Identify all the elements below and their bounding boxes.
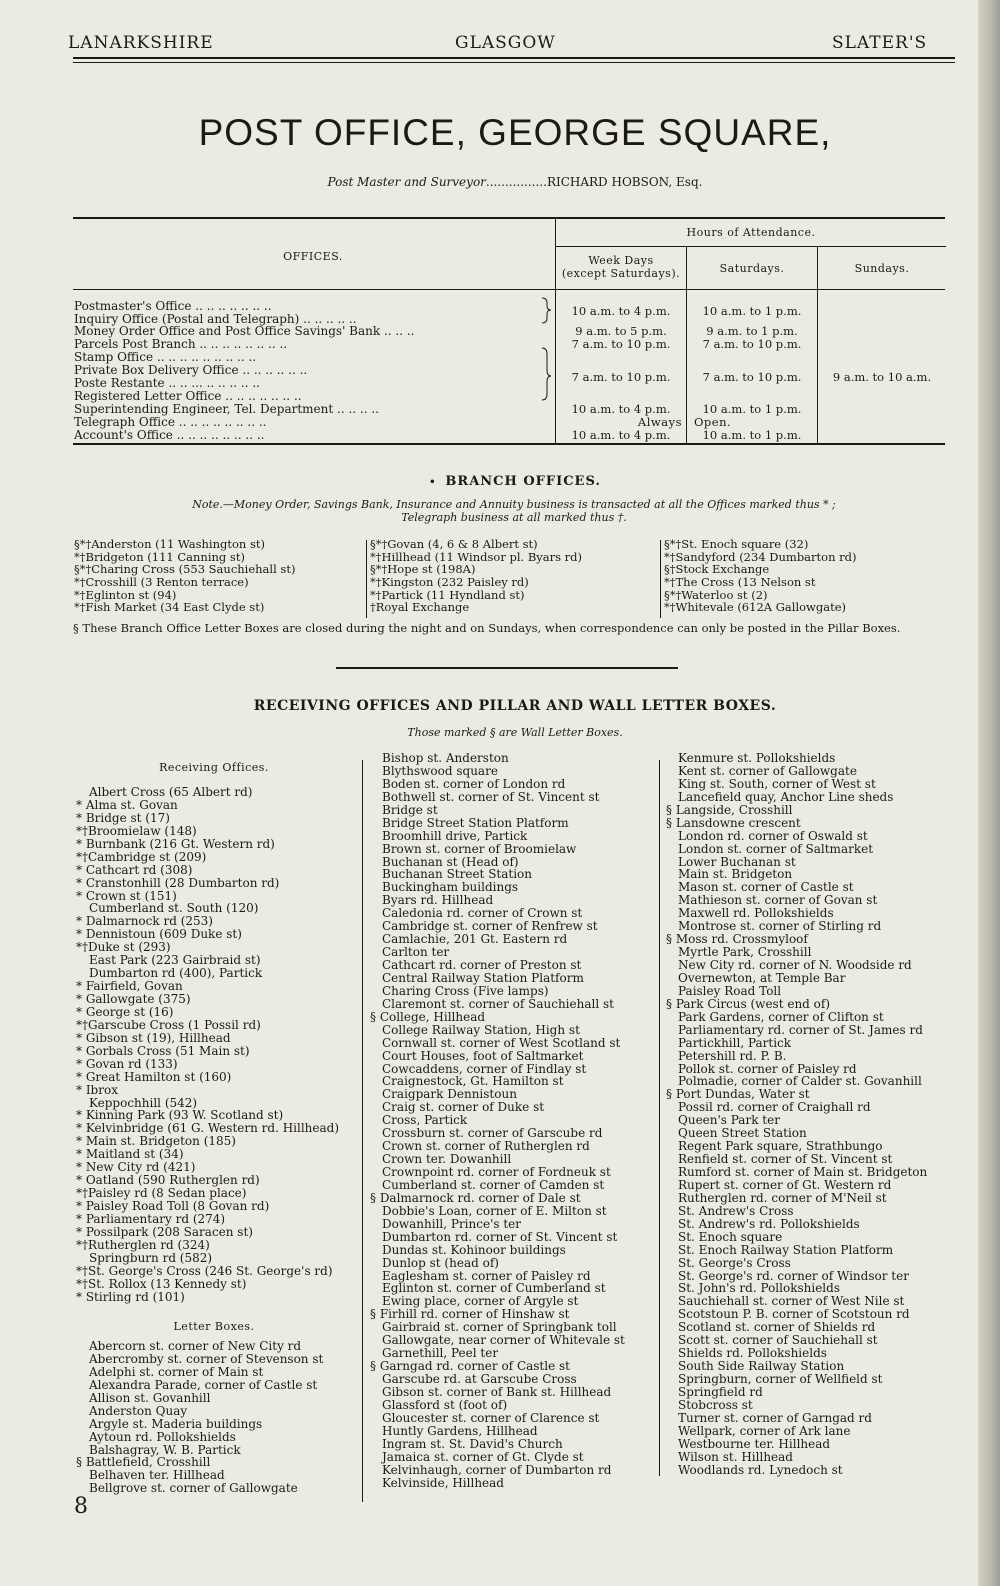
list-item: Central Railway Station Platform [382,970,584,985]
list-item: *†Rutherglen rd (324) [76,1237,210,1252]
branch-note-line1: Note.—Money Order, Savings Bank, Insurance and Annuity business is transacted at all the Offices marked thus * ; [192,498,836,511]
list-item: Lower Buchanan st [678,854,796,869]
list-item: * Gorbals Cross (51 Main st) [76,1043,250,1058]
header-rule-thin [73,62,955,63]
list-item: Cowcaddens, corner of Findlay st [382,1061,587,1076]
list-item: New City rd. corner of N. Woodside rd [678,958,912,972]
list-item: Springfield rd [678,1384,763,1399]
list-item: Park Gardens, corner of Clifton st [678,1009,884,1024]
branch-item: *†Partick (11 Hyndland st) [370,587,525,602]
list-item: * Crown st (151) [76,888,177,903]
hours-cell: 10 a.m. to 1 p.m. [702,304,802,318]
running-head-county: LANARKSHIRE [68,33,214,53]
column-rule-left [362,760,363,1502]
office-row: Registered Letter Office .. .. .. .. .. .. .. [74,389,302,403]
list-item: *†St. George's Cross (246 St. George's rd) [76,1263,333,1278]
list-item: Gloucester st. corner of Clarence st [382,1410,600,1425]
list-item: * Cranstonhill (28 Dumbarton rd) [76,875,280,890]
list-item: Cambridge st. corner of Renfrew st [382,919,598,934]
list-item: Overnewton, at Temple Bar [678,970,846,985]
list-item: Kent st. corner of Gallowgate [678,763,857,778]
list-item: Queen Street Station [678,1126,807,1141]
list-item: § Moss rd. Crossmyloof [666,932,808,947]
hours-header: Hours of Attendance. [686,226,816,239]
hours-cell: 9 a.m. to 1 p.m. [706,324,798,338]
list-item: Kelvinhaugh, corner of Dumbarton rd [382,1462,612,1477]
list-item: Jamaica st. corner of Gt. Clyde st [382,1449,584,1464]
list-item: § Firhill rd. corner of Hinshaw st [370,1307,570,1322]
list-item: § Dalmarnock rd. corner of Dale st [370,1190,581,1205]
list-item: Polmadie, corner of Calder st. Govanhill [678,1074,922,1089]
list-item: Buchanan st (Head of) [382,854,519,869]
branch-item: §*†Anderston (11 Washington st) [74,537,265,551]
list-item: § Park Circus (west end of) [666,996,831,1011]
office-row: Inquiry Office (Postal and Telegraph) .. .. .. .. .. [74,312,357,326]
list-item: Lancefield quay, Anchor Line sheds [678,789,894,804]
branch-item: *†Whitevale (612A Gallowgate) [664,600,847,615]
list-item: * Bridge st (17) [76,810,170,825]
header-rule [73,57,955,59]
list-item: * Possilpark (208 Saracen st) [76,1224,253,1239]
list-item: § Langside, Crosshill [666,802,793,817]
list-item: Craigpark Dennistoun [382,1087,517,1102]
branch-note-line2: Telegraph business at all marked thus †. [401,511,627,524]
office-row: Parcels Post Branch .. .. .. .. .. .. .. .. [74,337,288,351]
list-item: Camlachie, 201 Gt. Eastern rd [382,932,568,947]
list-item: Cumberland st. South (120) [89,901,259,916]
list-item: Bridge st [382,802,438,817]
list-item: * New City rd (421) [76,1160,196,1175]
branch-item: *†Sandyford (234 Dumbarton rd) [664,549,857,564]
list-item: Scott st. corner of Sauchiehall st [678,1333,878,1348]
list-item: Byars rd. Hillhead [382,893,494,908]
list-item: * Ibrox [76,1082,118,1097]
office-row: Private Box Delivery Office .. .. .. .. .. .. [74,363,308,377]
letter-boxes-header: Letter Boxes. [173,1320,255,1333]
list-item: Dundas st. Kohinoor buildings [382,1242,566,1257]
branch-item: §†Stock Exchange [664,562,770,577]
list-item: Adelphi st. corner of Main st [89,1364,264,1379]
sundays-header: Sundays. [854,262,910,275]
list-item: Myrtle Park, Crosshill [678,945,812,960]
list-item: Argyle st. Maderia buildings [89,1416,263,1431]
list-item: Dumbarton rd (400), Partick [89,966,263,981]
list-item: * Oatland (590 Rutherglen rd) [76,1173,260,1188]
list-item: Blythswood square [382,763,498,778]
list-item: Woodlands rd. Lynedoch st [678,1462,843,1477]
branch-item: §*†Govan (4, 6 & 8 Albert st) [370,537,538,551]
list-item: Belhaven ter. Hillhead [89,1468,225,1483]
hours-cell: 10 a.m. to 4 p.m. [571,428,671,442]
list-item: Craig st. corner of Duke st [382,1100,545,1115]
list-item: Charing Cross (Five lamps) [382,983,549,998]
list-item: Rutherglen rd. corner of M'Neil st [678,1190,887,1205]
letter-boxes-list-col1 [76,1340,323,1495]
list-item: Brown st. corner of Broomielaw [382,841,577,856]
running-head-city: GLASGOW [455,33,556,53]
list-item: § College, Hillhead [370,1009,486,1024]
branch-note [73,498,955,524]
list-item: Gairbraid st. corner of Springbank toll [382,1320,617,1335]
branch-offices-title: • BRANCH OFFICES. [429,474,601,489]
hours-cell: 7 a.m. to 10 p.m. [571,337,671,351]
list-item: Broomhill drive, Partick [382,828,528,843]
list-item: Stobcross st [678,1397,753,1412]
office-row: Stamp Office .. .. .. .. .. .. .. .. .. [74,350,257,364]
list-item: * Alma st. Govan [76,797,178,812]
column-rule-right [659,760,660,1476]
list-item: St. Enoch Railway Station Platform [678,1242,894,1257]
list-item: * Dalmarnock rd (253) [76,914,213,929]
list-item: Cumberland st. corner of Camden st [382,1177,605,1192]
section-divider [336,667,678,669]
list-item: London st. corner of Saltmarket [678,841,874,856]
list-item: *†St. Rollox (13 Kennedy st) [76,1276,247,1291]
list-item: Anderston Quay [89,1403,188,1418]
hours-cell: 7 a.m. to 10 p.m. [571,370,671,384]
list-item: Mathieson st. corner of Govan st [678,893,878,908]
list-item: Turner st. corner of Garngad rd [678,1410,872,1425]
list-item: § Lansdowne crescent [666,815,801,830]
list-item: § Battlefield, Crosshill [76,1455,211,1470]
list-item: Ewing place, corner of Argyle st [382,1294,579,1309]
list-item: * Great Hamilton st (160) [76,1069,232,1084]
list-item: Bishop st. Anderston [382,751,509,765]
hours-rule [556,246,946,247]
letter-boxes-list-col2 [370,752,625,1489]
list-item: Bridge Street Station Platform [382,815,569,830]
list-item: * Burnbank (216 Gt. Western rd) [76,836,275,851]
list-item: Glassford st (foot of) [382,1397,508,1412]
list-item: Bellgrove st. corner of Gallowgate [89,1481,298,1496]
list-item: Abercorn st. corner of New City rd [89,1339,302,1353]
hours-cell: 10 a.m. to 4 p.m. [571,402,671,416]
list-item: * Maitland st (34) [76,1147,184,1162]
hours-cell: 9 a.m. to 10 a.m. [832,370,932,384]
hours-cell: 10 a.m. to 1 p.m. [702,402,802,416]
list-item: Paisley Road Toll [678,983,782,998]
list-item: St. John's rd. Pollokshields [678,1281,840,1296]
branch-col-rule [366,540,367,618]
list-item: Petershill rd. P. B. [678,1048,787,1063]
postmaster-label: Post Master and Surveyor [327,175,486,189]
list-item: Kenmure st. Pollokshields [678,751,836,765]
list-item: Cornwall st. corner of West Scotland st [382,1035,621,1050]
hours-cell: Open. [694,415,732,429]
list-item: * Paisley Road Toll (8 Govan rd) [76,1199,270,1213]
list-item: Pollok st. corner of Paisley rd [678,1061,857,1076]
list-item: Balshagray, W. B. Partick [89,1442,241,1457]
list-item: Albert Cross (65 Albert rd) [89,785,253,799]
list-item: Carlton ter [382,945,450,960]
list-item: East Park (223 Gairbraid st) [89,953,261,968]
page-edge [978,0,1000,1586]
receiving-offices-header: Receiving Offices. [159,761,269,774]
branch-list-col3 [664,538,857,614]
list-item: Allison st. Govanhill [89,1390,211,1405]
branch-item: §*†St. Enoch square (32) [664,537,809,551]
list-item: Partickhill, Partick [678,1035,792,1050]
list-item: Crownpoint rd. corner of Fordneuk st [382,1165,611,1179]
list-item: Huntly Gardens, Hillhead [382,1423,538,1438]
branch-col-rule [660,540,661,618]
list-item: Wilson st. Hillhead [678,1449,793,1464]
branch-item: *†Bridgeton (111 Canning st) [74,549,245,564]
branch-item: *†Eglinton st (94) [74,587,177,602]
list-item: Maxwell rd. Pollokshields [678,906,834,921]
list-item: Cross, Partick [382,1113,468,1128]
office-row: Account's Office .. .. .. .. .. .. .. .. [74,428,265,442]
postmaster-line [0,175,1000,189]
list-item: Cathcart rd. corner of Preston st [382,958,582,972]
running-head-publisher: SLATER'S [832,33,928,53]
list-item: St. Andrew's rd. Pollokshields [678,1216,860,1231]
list-item: Rumford st. corner of Main st. Bridgeton [678,1165,928,1179]
list-item: Boden st. corner of London rd [382,776,566,791]
list-item: Buchanan Street Station [382,867,533,882]
branch-item: §*†Charing Cross (553 Sauchiehall st) [74,562,296,577]
list-item: Kelvinside, Hillhead [382,1475,504,1490]
list-item: Crown st. corner of Rutherglen rd [382,1139,590,1154]
list-item: Dowanhill, Prince's ter [382,1216,522,1231]
list-item: Springburn, corner of Wellfield st [678,1372,883,1386]
branch-item: *†Hillhead (11 Windsor pl. Byars rd) [370,549,583,564]
office-row: Money Order Office and Post Office Savings' Bank .. .. .. [74,324,415,338]
list-item: Garscube rd. at Garscube Cross [382,1372,577,1386]
list-item: Parliamentary rd. corner of St. James rd [678,1022,923,1037]
list-item: Claremont st. corner of Sauchiehall st [382,996,614,1011]
branch-item: *†The Cross (13 Nelson st [664,575,816,590]
list-item: St. Andrew's Cross [678,1203,794,1218]
list-item: Montrose st. corner of Stirling rd [678,919,882,934]
page-number: 8 [74,1494,88,1519]
weekdays-header-note: (except Saturdays). [561,267,681,280]
saturdays-header: Saturdays. [719,262,785,275]
list-item: Shields rd. Pollokshields [678,1346,827,1361]
list-item: *†Broomielaw (148) [76,823,197,838]
offices-header: OFFICES. [283,250,343,263]
office-row: Telegraph Office .. .. .. .. .. .. .. .. [74,415,267,429]
list-item: Alexandra Parade, corner of Castle st [89,1377,318,1392]
weekdays-header: Week Days [588,254,654,267]
brace-marks [538,296,554,406]
branch-offices-title-text: BRANCH OFFICES. [445,474,601,489]
list-item: St. Enoch square [678,1229,783,1244]
list-item: Gallowgate, near corner of Whitevale st [382,1333,625,1348]
list-item: Buckingham buildings [382,880,519,895]
list-item: *†Cambridge st (209) [76,849,207,864]
list-item: Caledonia rd. corner of Crown st [382,906,583,921]
branch-list-col1 [74,538,295,614]
hours-cell: 7 a.m. to 10 p.m. [702,370,802,384]
office-row: Superintending Engineer, Tel. Department .. .. .. .. [74,402,379,416]
list-item: Mason st. corner of Castle st [678,880,854,895]
letter-boxes-list-col3 [666,752,927,1477]
list-item: Regent Park square, Strathbungo [678,1139,883,1154]
list-item: § Port Dundas, Water st [666,1087,810,1102]
list-item: Crossburn st. corner of Garscube rd [382,1126,603,1141]
hours-cell: 7 a.m. to 10 p.m. [702,337,802,351]
list-item: * Stirling rd (101) [76,1289,185,1304]
list-item: Rupert st. corner of Gt. Western rd [678,1177,892,1192]
list-item: St. George's rd. corner of Windsor ter [678,1268,909,1283]
branch-item: §*†Waterloo st (2) [664,587,768,602]
list-item: Ingram st. St. David's Church [382,1436,563,1451]
list-item: Gibson st. corner of Bank st. Hillhead [382,1384,612,1399]
office-row: Poste Restante .. .. ... .. .. .. .. .. [74,376,260,390]
list-item: Possil rd. corner of Craighall rd [678,1100,871,1115]
list-item: Keppochhill (542) [89,1095,198,1110]
list-item: * Dennistoun (609 Duke st) [76,927,242,942]
list-item: * Kinning Park (93 W. Scotland st) [76,1108,284,1123]
branch-item: *†Crosshill (3 Renton terrace) [74,575,249,590]
list-item: * Main st. Bridgeton (185) [76,1134,236,1149]
branch-item: §*†Hope st (198A) [370,562,476,577]
list-item: Springburn rd (582) [89,1250,213,1265]
header-bottom-rule [73,289,945,290]
list-item: Bothwell st. corner of St. Vincent st [382,789,600,804]
list-item: Dunlop st (head of) [382,1255,499,1270]
list-item: Scotstoun P. B. corner of Scotstoun rd [678,1307,910,1322]
hours-cell: 10 a.m. to 1 p.m. [702,428,802,442]
list-item: South Side Railway Station [678,1359,845,1374]
list-item: Queen's Park ter [678,1113,780,1128]
list-item: Wellpark, corner of Ark lane [678,1423,851,1438]
list-item: Renfield st. corner of St. Vincent st [678,1152,893,1167]
hours-cell: 9 a.m. to 5 p.m. [575,324,667,338]
office-row: Postmaster's Office .. .. .. .. .. .. .. [74,299,272,313]
list-item: Garnethill, Peel ter [382,1346,499,1361]
list-item: Scotland st. corner of Shields rd [678,1320,876,1335]
list-item: * Kelvinbridge (61 G. Western rd. Hillhead) [76,1121,340,1136]
branch-list-col2 [370,538,582,614]
list-item: * Fairfield, Govan [76,979,183,994]
receiving-offices-list [76,786,339,1304]
list-item: Main st. Bridgeton [678,867,793,882]
branch-item: *†Kingston (232 Paisley rd) [370,575,529,590]
list-item: Dumbarton rd. corner of St. Vincent st [382,1229,618,1244]
list-item: Crown ter. Dowanhill [382,1152,512,1167]
list-item: * Parliamentary rd (274) [76,1211,226,1226]
list-item: Eglinton st. corner of Cumberland st [382,1281,606,1296]
list-item: * Cathcart rd (308) [76,862,193,877]
list-item: Dobbie's Loan, corner of E. Milton st [382,1203,607,1218]
list-item: * George st (16) [76,1004,174,1019]
list-item: § Garngad rd. corner of Castle st [370,1359,570,1374]
list-item: Craignestock, Gt. Hamilton st [382,1074,564,1089]
table-bottom-rule [73,443,945,445]
list-item: *†Garscube Cross (1 Possil rd) [76,1017,261,1032]
list-item: *†Duke st (293) [76,940,171,955]
list-item: Abercromby st. corner of Stevenson st [89,1351,324,1366]
table-top-rule [73,217,945,219]
postmaster-name: RICHARD HOBSON, Esq. [546,175,703,189]
list-item: Court Houses, foot of Saltmarket [382,1048,584,1063]
hours-cell: Always [637,415,682,429]
receiving-section-title: RECEIVING OFFICES AND PILLAR AND WALL LETTER BOXES. [253,698,777,714]
hours-cell: 10 a.m. to 4 p.m. [571,304,671,318]
list-item: Sauchiehall st. corner of West Nile st [678,1294,905,1309]
list-item: * Govan rd (133) [76,1056,178,1071]
list-item: King st. South, corner of West st [678,776,876,791]
list-item: St. George's Cross [678,1255,791,1270]
receiving-section-subtitle: Those marked § are Wall Letter Boxes. [407,726,623,739]
column-rule-sat [817,247,818,444]
list-item: Eaglesham st. corner of Paisley rd [382,1268,591,1283]
list-item: *†Paisley rd (8 Sedan place) [76,1186,247,1201]
list-item: Aytoun rd. Pollokshields [89,1429,236,1444]
branch-item: †Royal Exchange [370,600,470,615]
list-item: Westbourne ter. Hillhead [678,1436,831,1451]
list-item: * Gibson st (19), Hillhead [76,1030,231,1045]
list-item: * Gallowgate (375) [76,992,191,1006]
list-item: London rd. corner of Oswald st [678,828,868,843]
branch-item: *†Fish Market (34 East Clyde st) [74,600,265,615]
leader-dots: ................ [485,175,547,189]
branch-footnote: § These Branch Office Letter Boxes are closed during the night and on Sundays, when correspondence can only be posted in the Pillar Boxes. [73,621,901,635]
page-title: POST OFFICE, GEORGE SQUARE, [198,112,832,153]
list-item: College Railway Station, High st [382,1022,580,1037]
